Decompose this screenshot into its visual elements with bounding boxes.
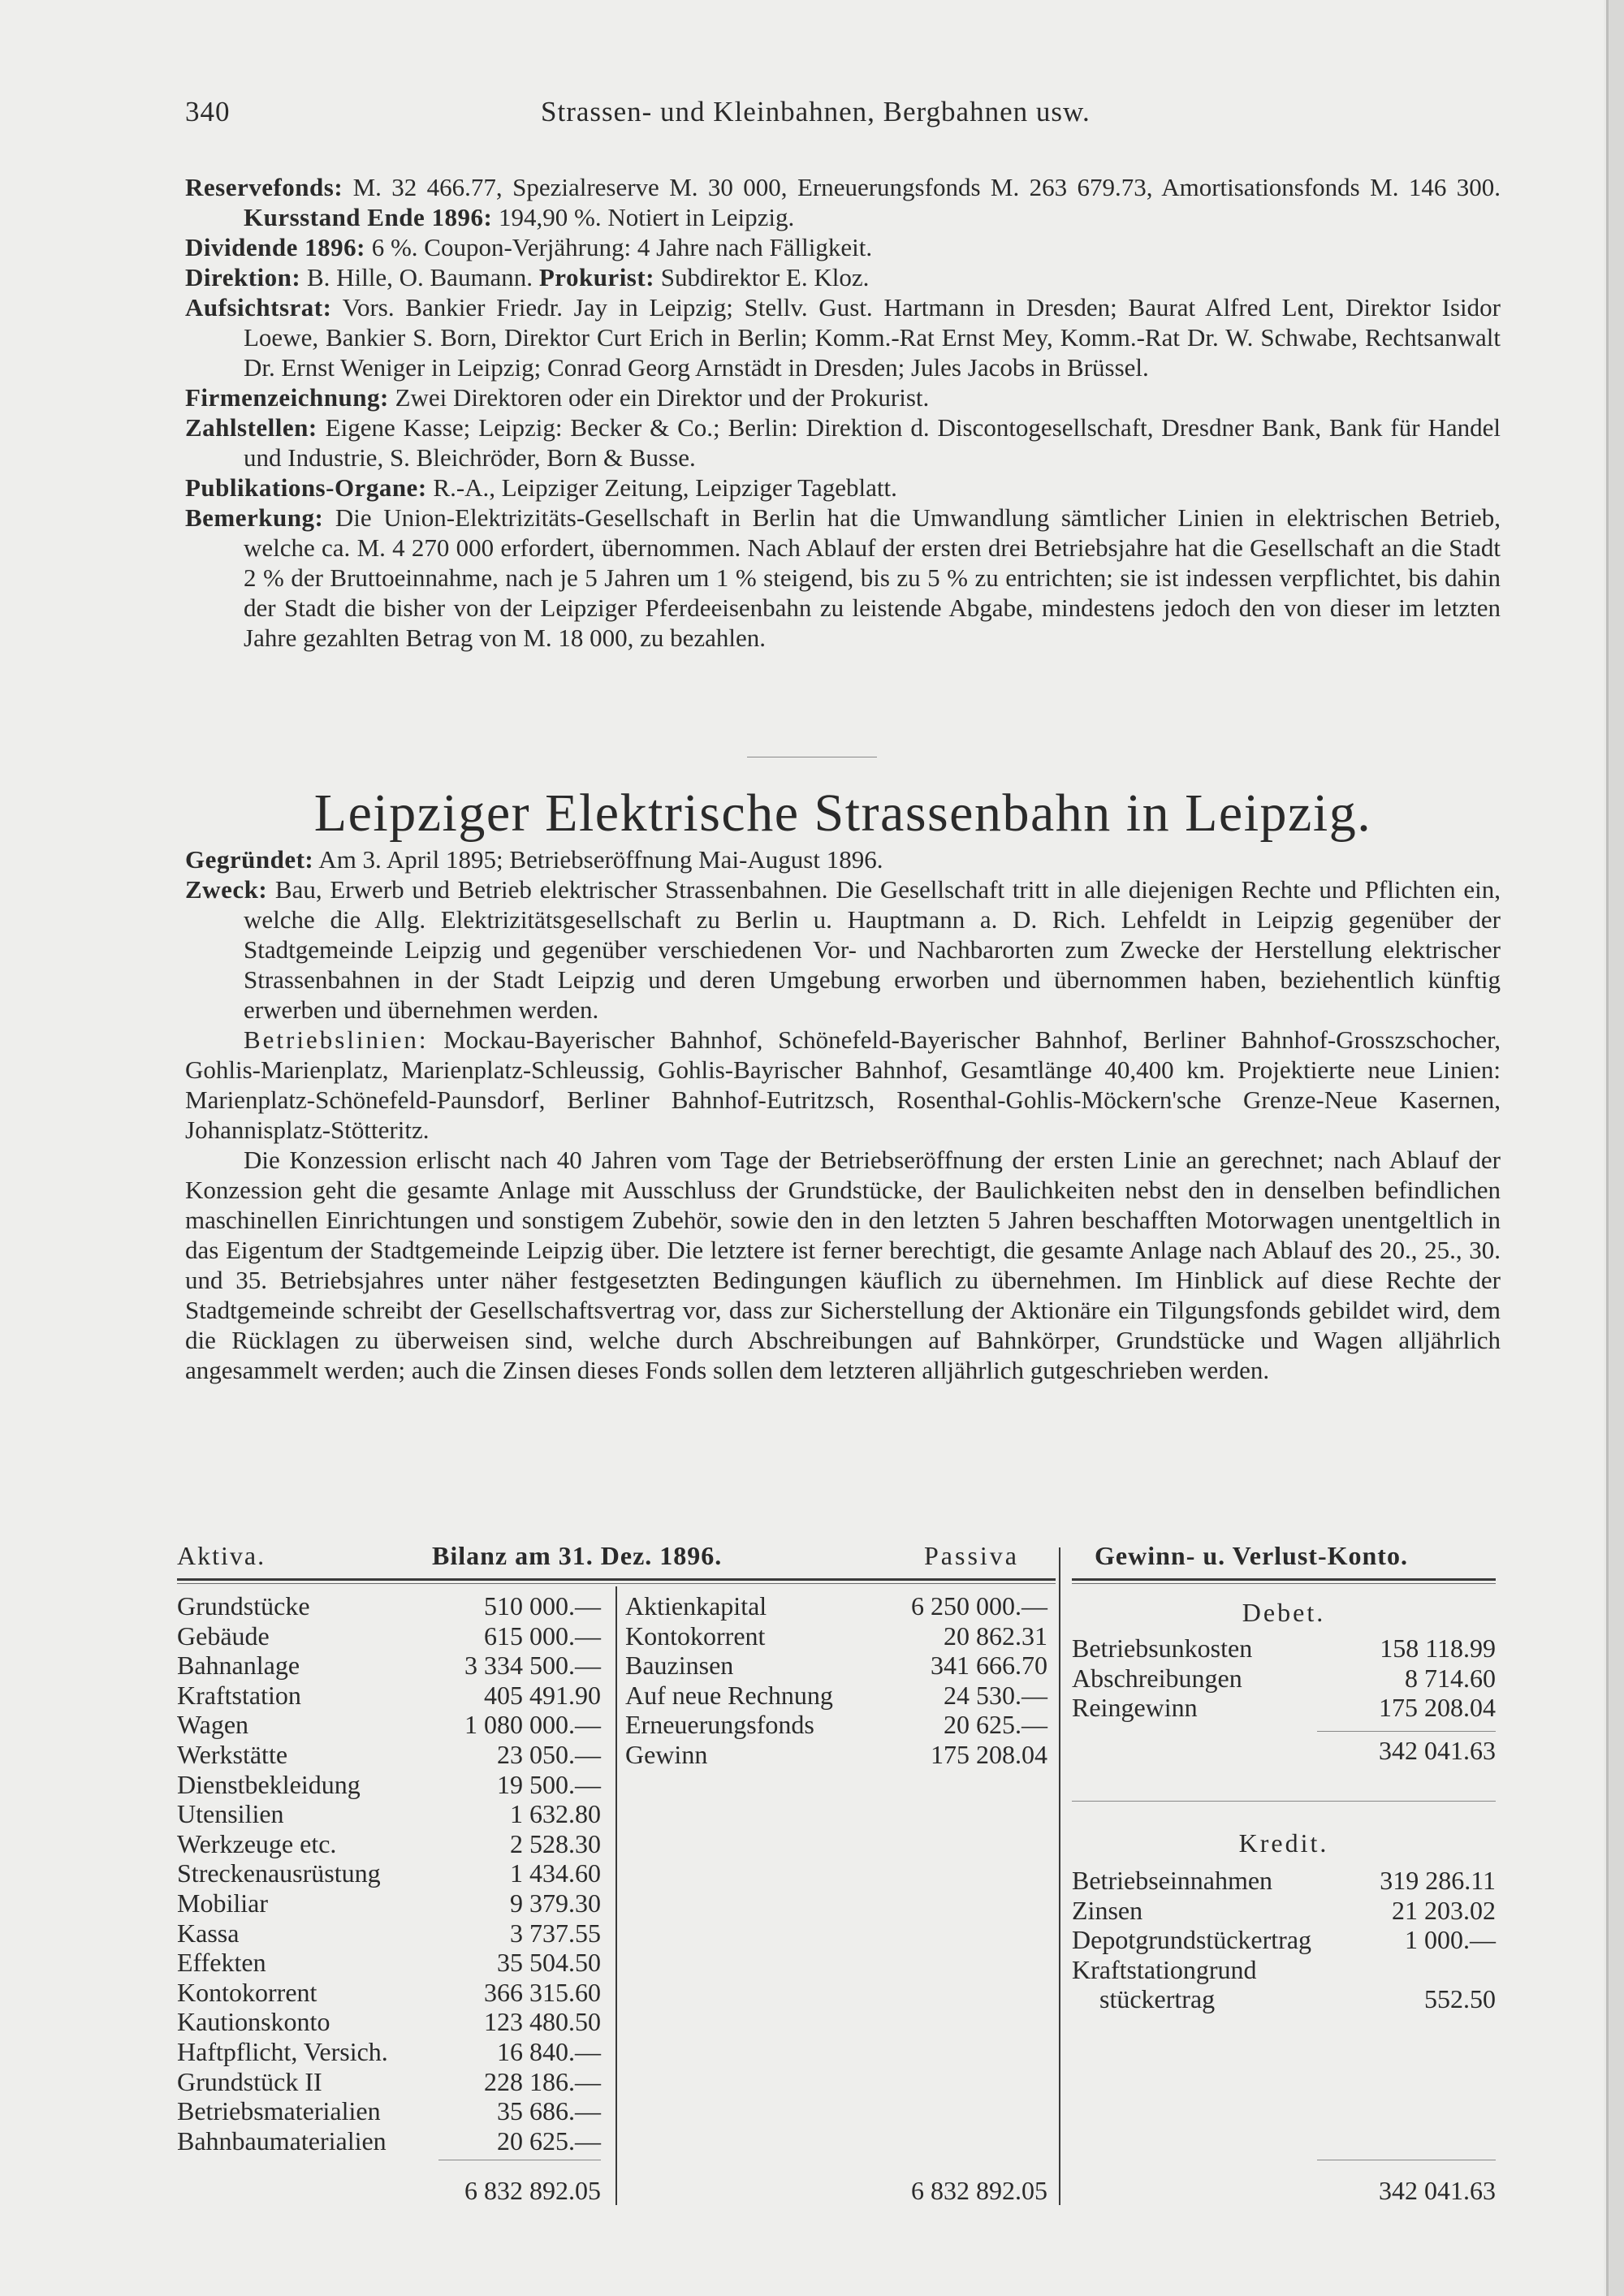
page-number: 340 xyxy=(185,96,231,127)
table-row: Kontokorrent 366 315.60 xyxy=(177,1977,601,2007)
table-row: stückertrag 552.50 xyxy=(1099,1984,1496,2014)
passiva-table xyxy=(625,1591,1047,1770)
guv-title: Gewinn- u. Verlust-Konto. xyxy=(1095,1541,1408,1570)
table-row: Streckenausrüstung 1 434.60 xyxy=(177,1858,601,1888)
guv-top-rule-thin xyxy=(1072,1583,1496,1584)
table-row: Gewinn 175 208.04 xyxy=(625,1739,1047,1769)
table-row: Kontokorrent 20 862.31 xyxy=(625,1621,1047,1651)
debet-table xyxy=(1072,1634,1496,1723)
table-row: Aktienkapital 6 250 000.— xyxy=(625,1591,1047,1621)
page-edge xyxy=(1606,0,1624,2296)
table-row: Dienstbekleidung 19 500.— xyxy=(177,1769,601,1799)
table-row: Betriebseinnahmen 319 286.11 xyxy=(1072,1866,1496,1895)
table-row: Erneuerungsfonds 20 625.— xyxy=(625,1710,1047,1740)
entry-zahlstellen: Zahlstellen: Eigene Kasse; Leipzig: Becker & Co.; Berlin: Direktion d. Discontogesellschaft, Dresdner Bank, Bank für Handel und Industrie, S. Bleichröder, Born & Busse. xyxy=(185,413,1501,472)
table-row: Reingewinn 175 208.04 xyxy=(1072,1693,1496,1723)
entry-firmenzeichnung: Firmenzeichnung: Zwei Direktoren oder ein Direktor und der Prokurist. xyxy=(185,383,930,412)
entry-publikations-organe: Publikations-Organe: R.-A., Leipziger Zeitung, Leipziger Tageblatt. xyxy=(185,473,897,502)
bilanz-top-rule-thin xyxy=(177,1583,1056,1584)
previous-company-section xyxy=(185,172,1501,653)
guv-divider xyxy=(1059,1547,1060,2205)
table-row: Bauzinsen 341 666.70 xyxy=(625,1651,1047,1681)
table-row: Werkzeuge etc. 2 528.30 xyxy=(177,1828,601,1858)
guv-top-rule xyxy=(1072,1578,1496,1581)
entry-zweck: Zweck: Bau, Erwerb und Betrieb elektrischer Strassenbahnen. Die Gesellschaft tritt in alle diejenigen Rechte und Pflichten ein, welche die Allg. Elektrizitätsgesellschaft zu Berlin u. Hauptmann a. D. Rich. Lehfeldt in Leipzig gegenüber der Stadtgemeinde Leipzig und gegenüber verschiedenen Vor- und Nachbarorten zum Zwecke der Herstellung elektrischer Strassenbahnen in der Stadt Leipzig und deren Umgebung erworben und übernommen haben, beziehentlich künftig erwerben und übernehmen werden. xyxy=(185,875,1501,1024)
debet-total-row xyxy=(1072,1736,1496,1766)
entry-betriebslinien: Betriebslinien: Mockau-Bayerischer Bahnhof, Schönefeld-Bayerischer Bahnhof, Berliner Bahnhof-Grosszschocher, Gohlis-Marienplatz, Marienplatz-Schleussig, Gohlis-Bayrischer Bahnhof, Gesamtlänge 40,400 km. Projektierte neue Linien: Marienplatz-Schönefeld-Paunsdorf, Berliner Bahnhof-Eutritzsch, Rosenthal-Gohlis-Möckern'sche Grenze-Neue Kasernen, Johannisplatz-Stötteritz. xyxy=(185,1025,1501,1144)
running-title: Strassen- und Kleinbahnen, Bergbahnen usw. xyxy=(541,96,1091,127)
table-row: Haftpflicht, Versich. 16 840.— xyxy=(177,2036,601,2066)
entry-dividende: Dividende 1896: 6 %. Coupon-Verjährung: 4 Jahre nach Fälligkeit. xyxy=(185,233,873,261)
passiva-total-row xyxy=(625,2176,1047,2206)
table-row: Bahnanlage 3 334 500.— xyxy=(177,1651,601,1681)
aktiva-label: Aktiva. xyxy=(177,1541,266,1570)
debet-total: 342 041.63 xyxy=(1379,1736,1496,1765)
table-row: Effekten 35 504.50 xyxy=(177,1948,601,1978)
table-row: Betriebsunkosten 158 118.99 xyxy=(1072,1634,1496,1663)
table-row: Auf neue Rechnung 24 530.— xyxy=(625,1680,1047,1710)
company-section xyxy=(185,844,1501,1385)
table-row: Zinsen 21 203.02 xyxy=(1072,1895,1496,1925)
company-title: Leipziger Elektrische Strassenbahn in Leipzig. xyxy=(313,783,1372,843)
table-row: Kassa 3 737.55 xyxy=(177,1918,601,1948)
table-row: Utensilien 1 632.80 xyxy=(177,1799,601,1829)
bilanz-top-rule xyxy=(177,1578,1056,1581)
kredit-total-row xyxy=(1072,2176,1496,2206)
kredit-total: 342 041.63 xyxy=(1379,2176,1496,2205)
table-row: Grundstücke 510 000.— xyxy=(177,1591,601,1621)
table-row: Betriebsmaterialien 35 686.— xyxy=(177,2096,601,2126)
aktiva-total: 6 832 892.05 xyxy=(464,2176,601,2205)
entry-direktion: Direktion: B. Hille, O. Baumann. Prokurist: Subdirektor E. Kloz. xyxy=(185,263,870,291)
table-row: Kautionskonto 123 480.50 xyxy=(177,2007,601,2037)
entry-bemerkung: Bemerkung: Die Union-Elektrizitäts-Gesellschaft in Berlin hat die Umwandlung sämtlicher Linien in elektrischen Betrieb, welche ca. M. 4 270 000 erfordert, übernommen. Nach Ablauf der ersten drei Betriebsjahre hat die Gesellschaft an die Stadt 2 % der Bruttoeinnahme, nach je 5 Jahren um 1 % steigend, bis zu 5 % zu entrichten; sie ist indessen verpflichtet, bis dahin der Stadt die bisher von der Leipziger Pferdeeisenbahn zu leistende Abgabe, mindestens jedoch den von dieser im letzten Jahre gezahlten Betrag von M. 18 000, zu bezahlen. xyxy=(185,503,1501,652)
table-row: Bahnbaumaterialien 20 625.— xyxy=(177,2126,601,2156)
table-row: Werkstätte 23 050.— xyxy=(177,1739,601,1769)
bilanz-title: Bilanz am 31. Dez. 1896. xyxy=(432,1541,723,1570)
aktiva-table xyxy=(177,1591,601,2156)
passiva-label: Passiva xyxy=(924,1541,1019,1570)
table-row: Grundstück II 228 186.— xyxy=(177,2066,601,2096)
table-row: Depotgrundstückertrag 1 000.— xyxy=(1072,1925,1496,1955)
guv-middle-rule xyxy=(1072,1801,1496,1802)
aktiva-total-row xyxy=(177,2176,601,2206)
debet-sum-rule xyxy=(1317,1731,1496,1732)
table-row: Abschreibungen 8 714.60 xyxy=(1072,1663,1496,1693)
kredit-table xyxy=(1072,1866,1496,2014)
table-row: Kraftstation 405 491.90 xyxy=(177,1680,601,1710)
table-row: Mobiliar 9 379.30 xyxy=(177,1888,601,1918)
debet-label: Debet. xyxy=(1242,1598,1326,1627)
passiva-total: 6 832 892.05 xyxy=(911,2176,1047,2205)
kredit-label: Kredit. xyxy=(1238,1828,1329,1858)
entry-aufsichtsrat: Aufsichtsrat: Vors. Bankier Friedr. Jay in Leipzig; Stellv. Gust. Hartmann in Dresden; Baurat Alfred Lent, Direktor Isidor Loewe, Bankier S. Born, Direktor Curt Erich in Berlin; Komm.-Rat Ernst Mey, Komm.-Rat Dr. W. Schwabe, Rechtsanwalt Dr. Ernst Weniger in Leipzig; Conrad Georg Arnstädt in Dresden; Jules Jacobs in Brüssel. xyxy=(185,293,1501,382)
table-row: Kraftstationgrund xyxy=(1072,1954,1257,1984)
entry-gegruendet: Gegründet: Am 3. April 1895; Betriebseröffnung Mai-August 1896. xyxy=(185,845,883,874)
entry-konzession: Die Konzession erlischt nach 40 Jahren vom Tage der Betriebseröffnung der ersten Linie an gerechnet; nach Ablauf der Konzession geht die gesamte Anlage mit Ausschluss der Grundstücke, der Baulichkeiten nebst den in denselben befindlichen maschinellen Einrichtungen und sonstigem Zubehör, sowie den in den letzten 5 Jahren beschafften Motorwagen unentgeltlich in das Eigentum der Stadtgemeinde Leipzig über. Die letztere ist ferner berechtigt, die gesamte Anlage nach Ablauf des 20., 25., 30. und 35. Betriebsjahres unter näher festgesetzten Bedingungen käuflich zu übernehmen. Im Hinblick auf diese Rechte der Stadtgemeinde schreibt der Gesellschaftsvertrag vor, dass zur Sicherstellung der Aktionäre ein Tilgungsfonds gebildet wird, dem die Rücklagen zu überweisen sind, welche durch Abschreibungen auf Bahnkörper, Grundstücke und Wagen alljährlich angesammelt werden; auch die Zinsen dieses Fonds sollen dem letzteren alljährlich gutgeschrieben werden. xyxy=(185,1146,1501,1384)
entry-reservefonds: Reservefonds: M. 32 466.77, Spezialreserve M. 30 000, Erneuerungsfonds M. 263 679.73, Amortisationsfonds M. 146 300. Kursstand Ende 1896: 194,90 %. Notiert in Leipzig. xyxy=(185,173,1501,231)
table-row: Gebäude 615 000.— xyxy=(177,1621,601,1651)
table-row: Wagen 1 080 000.— xyxy=(177,1710,601,1740)
bilanz-divider xyxy=(615,1586,617,2205)
running-head xyxy=(185,96,1501,136)
